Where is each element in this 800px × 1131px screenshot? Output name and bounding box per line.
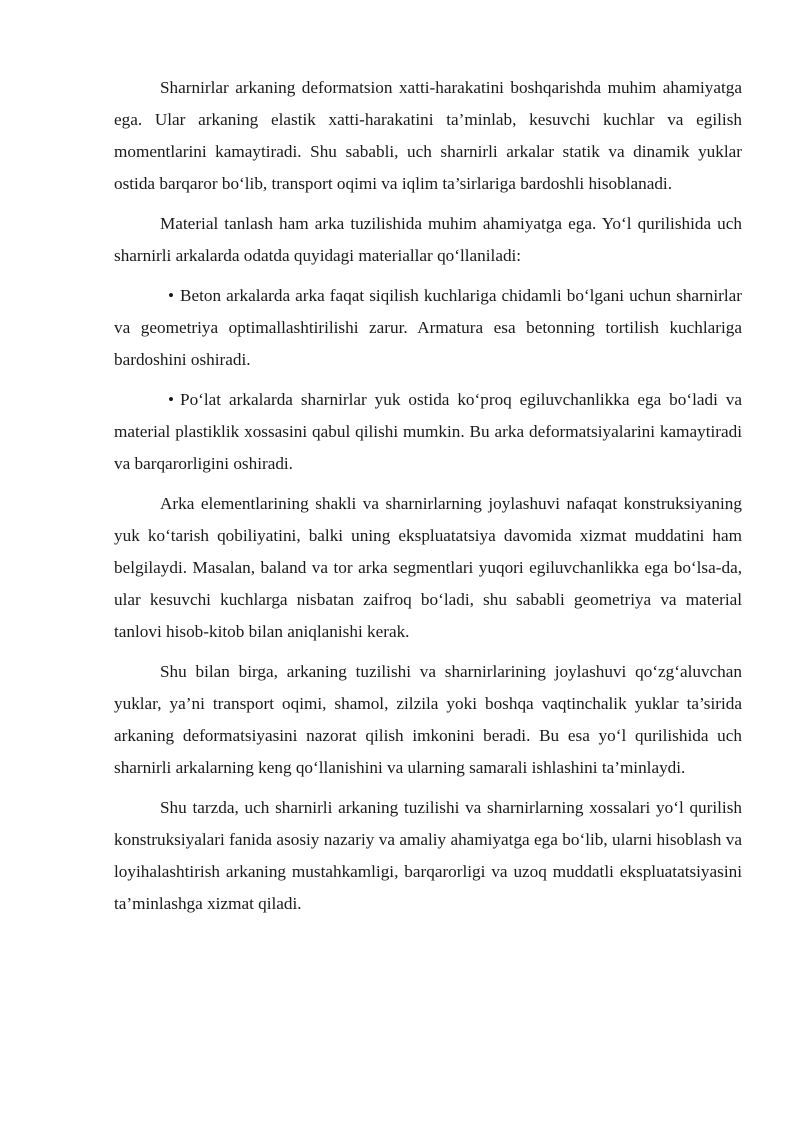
bullet-item-concrete	[114, 280, 742, 376]
bullet-icon: •	[168, 286, 175, 305]
bullet-item-steel	[114, 384, 742, 480]
document-page	[114, 72, 742, 928]
bullet-text-concrete: Beton arkalarda arka faqat siqilish kuchlariga chidamli bo‘lgani uchun sharnirlar va geometriya optimallashtirilishi zarur. Armatura esa betonning tortilish kuchlariga bardoshini oshiradi.	[114, 286, 742, 369]
paragraph-hinges-role: Sharnirlar arkaning deformatsion xatti-harakatini boshqarishda muhim ahamiyatga ega. Ular arkaning elastik xatti-harakatini ta’minlab, kesuvchi kuchlar va egilish momentlarini kamaytiradi. Shu sababli, uch sharnirli arkalar statik va dinamik yuklar ostida barqaror bo‘lib, transport oqimi va iqlim ta’sirlariga bardoshli hisoblanadi.	[114, 78, 742, 193]
bullet-icon: •	[168, 390, 175, 409]
paragraph-moving-loads: Shu bilan birga, arkaning tuzilishi va sharnirlarining joylashuvi qo‘zg‘aluvchan yuklar, ya’ni transport oqimi, shamol, zilzila yoki boshqa vaqtinchalik yuklar ta’sirida arkaning deformatsiyasini nazorat qilish imkonini beradi. Bu esa yo‘l qurilishida uch sharnirli arkalarning keng qo‘llanishini va ularning samarali ishlashini ta’minlaydi.	[114, 662, 742, 777]
bullet-text-steel: Po‘lat arkalarda sharnirlar yuk ostida ko‘proq egiluvchanlikka ega bo‘ladi va material plastiklik xossasini qabul qilishi mumkin. Bu arka deformatsiyalarini kamaytiradi va barqarorligini oshiradi.	[114, 390, 742, 473]
paragraph-conclusion: Shu tarzda, uch sharnirli arkaning tuzilishi va sharnirlarning xossalari yo‘l qurilish konstruksiyalari fanida asosiy nazariy va amaliy ahamiyatga ega bo‘lib, ularni hisoblash va loyihalashtirish arkaning mustahkamligi, barqarorligi va uzoq muddatli ekspluatatsiyasini ta’minlashga xizmat qiladi.	[114, 798, 742, 913]
paragraph-element-shape: Arka elementlarining shakli va sharnirlarning joylashuvi nafaqat konstruksiyaning yuk ko‘tarish qobiliyatini, balki uning ekspluatatsiya davomida xizmat muddatini ham belgilaydi. Masalan, baland va tor arka segmentlari yuqori egiluvchanlikka ega bo‘lsa-da, ular kesuvchi kuchlarga nisbatan zaifroq bo‘ladi, shu sababli geometriya va material tanlovi hisob-kitob bilan aniqlanishi kerak.	[114, 494, 742, 641]
paragraph-material-selection: Material tanlash ham arka tuzilishida muhim ahamiyatga ega. Yo‘l qurilishida uch sharnirli arkalarda odatda quyidagi materiallar qo‘llaniladi:	[114, 214, 742, 265]
